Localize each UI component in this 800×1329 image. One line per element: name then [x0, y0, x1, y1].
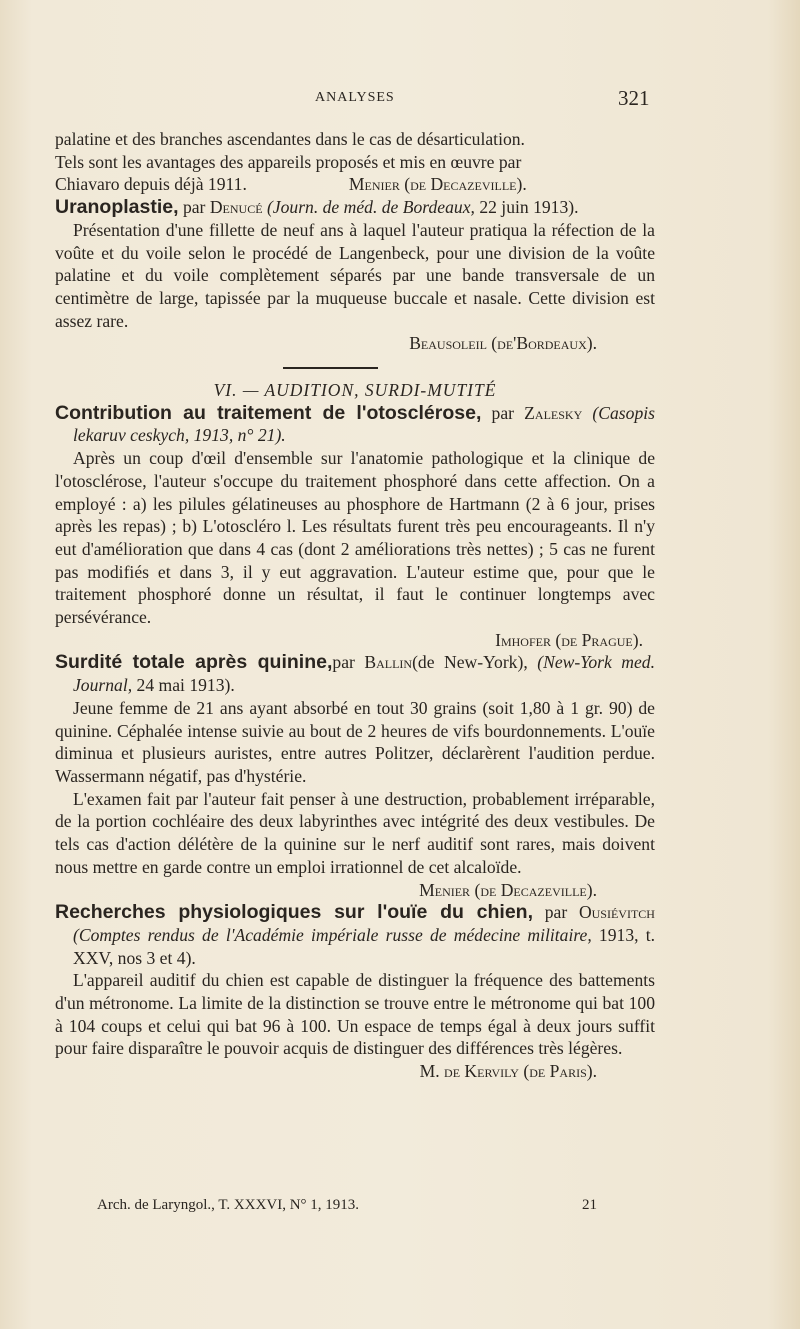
section-heading: VI. — AUDITION, SURDI-MUTITÉ: [213, 380, 497, 401]
continuation-line: palatine et des branches ascendantes dans le cas de désarticulation.: [55, 129, 525, 149]
signature: Menier (de Decazeville).: [419, 879, 597, 900]
article-citation: (New-York med. Journal,: [73, 652, 656, 696]
article-title: Uranoplastie,: [55, 196, 179, 219]
article-title: Contribution au traitement de l'otosclérose,: [55, 401, 482, 424]
journal-reference: Arch. de Laryngol., T. XXXVI, N° 1, 1913.: [97, 1197, 360, 1213]
signature: Imhofer (de Prague).: [495, 629, 643, 650]
continuation-line: Chiavaro depuis déjà 1911. Menier (de Decazeville).: [55, 174, 527, 195]
signature: M. de Kervily (de Paris).: [419, 1061, 597, 1082]
article-author: Zalesky: [524, 402, 583, 423]
section-divider: [283, 367, 378, 369]
page-footer: [97, 1197, 597, 1214]
article-body: Après un coup d'œil d'ensemble sur l'anatomie pathologique et la clinique de l'otosclérose, l'auteur s'occupe du traitement phosphoré dans cette affection. On a employé : a) les pilules gélatineuses au phosphore de Hartmann (2 à 6 jour, prises après les repas) ; b) L'otoscléro l. Les résultats furent très peu encourageants. Il n'y eut d'amélioration que dans 4 cas (dont 2 améliorations très nettes) ; 5 cas ne furent pas modifiés et dans 3, il y eut aggravation. L'auteur estime que, pour que le traitement phosphoré donne un résultat, il faut le continuer longtemps avec persévérance.: [55, 448, 655, 628]
continuation-line: Tels sont les avantages des appareils proposés et mis en œuvre par: [55, 151, 522, 172]
article-heading: Uranoplastie, par Denucé (Journ. de méd. de Bordeaux, 22 juin 1913).: [55, 196, 579, 219]
article-citation: (Comptes rendus de l'Académie impériale russe de médecine militaire,: [73, 924, 592, 945]
article-citation: (Journ. de méd. de Bordeaux,: [266, 197, 475, 218]
article-title: Recherches physiologiques sur l'ouïe du chien,: [55, 901, 533, 924]
article-body: Jeune femme de 21 ans ayant absorbé en tout 30 grains (soit 1,80 à 1 gr. 90) de quinine. Céphalée intense suivie au bout de 2 heures de vifs bourdonnements. L'ouïe diminua et plusieurs auristes, entre autres Politzer, déclarèrent l'audition perdue. Wassermann négatif, pas d'hystérie.: [55, 697, 655, 786]
article-author: Denucé: [209, 197, 263, 218]
article-title: Surdité totale après quinine,: [55, 651, 333, 674]
page-number: 321: [618, 86, 650, 110]
article-body: L'appareil auditif du chien est capable de distinguer la fréquence des battements d'un métronome. La limite de la distinction se trouve entre le métronome qui bat 100 à 104 coups et celui qui bat 96 à 100. Un espace de temps égal à deux jours suffit pour faire disparaître le pouvoir acquis de distinguer des différences très légères.: [55, 970, 655, 1059]
article-heading: Surdité totale après quinine,par Ballin(de New-York), (New-York med. Journal, 24 mai 1913).: [55, 651, 656, 696]
article-heading: Recherches physiologiques sur l'ouïe du chien, par Ousiévitch (Comptes rendus de l'Académie impériale russe de médecine militaire, 1913, t. XXV, nos 3 et 4).: [55, 901, 655, 968]
article-body: L'examen fait par l'auteur fait penser à une destruction, probablement irréparable, de la portion cochléaire des deux labyrinthes avec intégrité des deux vestibules. De tels cas d'action délétère de la quinine sur le nerf auditif sont rares, mais doivent nous mettre en garde contre un emploi irrationnel de cet alcaloïde.: [55, 788, 655, 877]
article-citation: (Casopis lekaruv ceskych, 1913, n° 21).: [73, 402, 655, 446]
signature: Beausoleil (de'Bordeaux).: [409, 333, 597, 354]
signature: Menier (de Decazeville).: [348, 174, 527, 195]
running-head: ANALYSES: [315, 90, 395, 105]
article-author: Ballin: [364, 652, 413, 673]
article-heading: Contribution au traitement de l'otosclérose, par Zalesky (Casopis lekaruv ceskych, 1913, n° 21).: [55, 401, 655, 446]
signature-mark: 21: [582, 1197, 597, 1213]
page-body: [55, 128, 655, 1083]
article-author: Ousiévitch: [578, 902, 655, 923]
article-body: Présentation d'une fillette de neuf ans à laquel l'auteur pratiqua la réfection de la voûte et du voile selon le procédé de Langenbeck, pour une division de la voûte palatine et du voile complètement séparés par une bande transversale de un centimètre de large, tapissée par la muqueuse buccale et nasale. Cette division est assez rare.: [55, 219, 655, 331]
